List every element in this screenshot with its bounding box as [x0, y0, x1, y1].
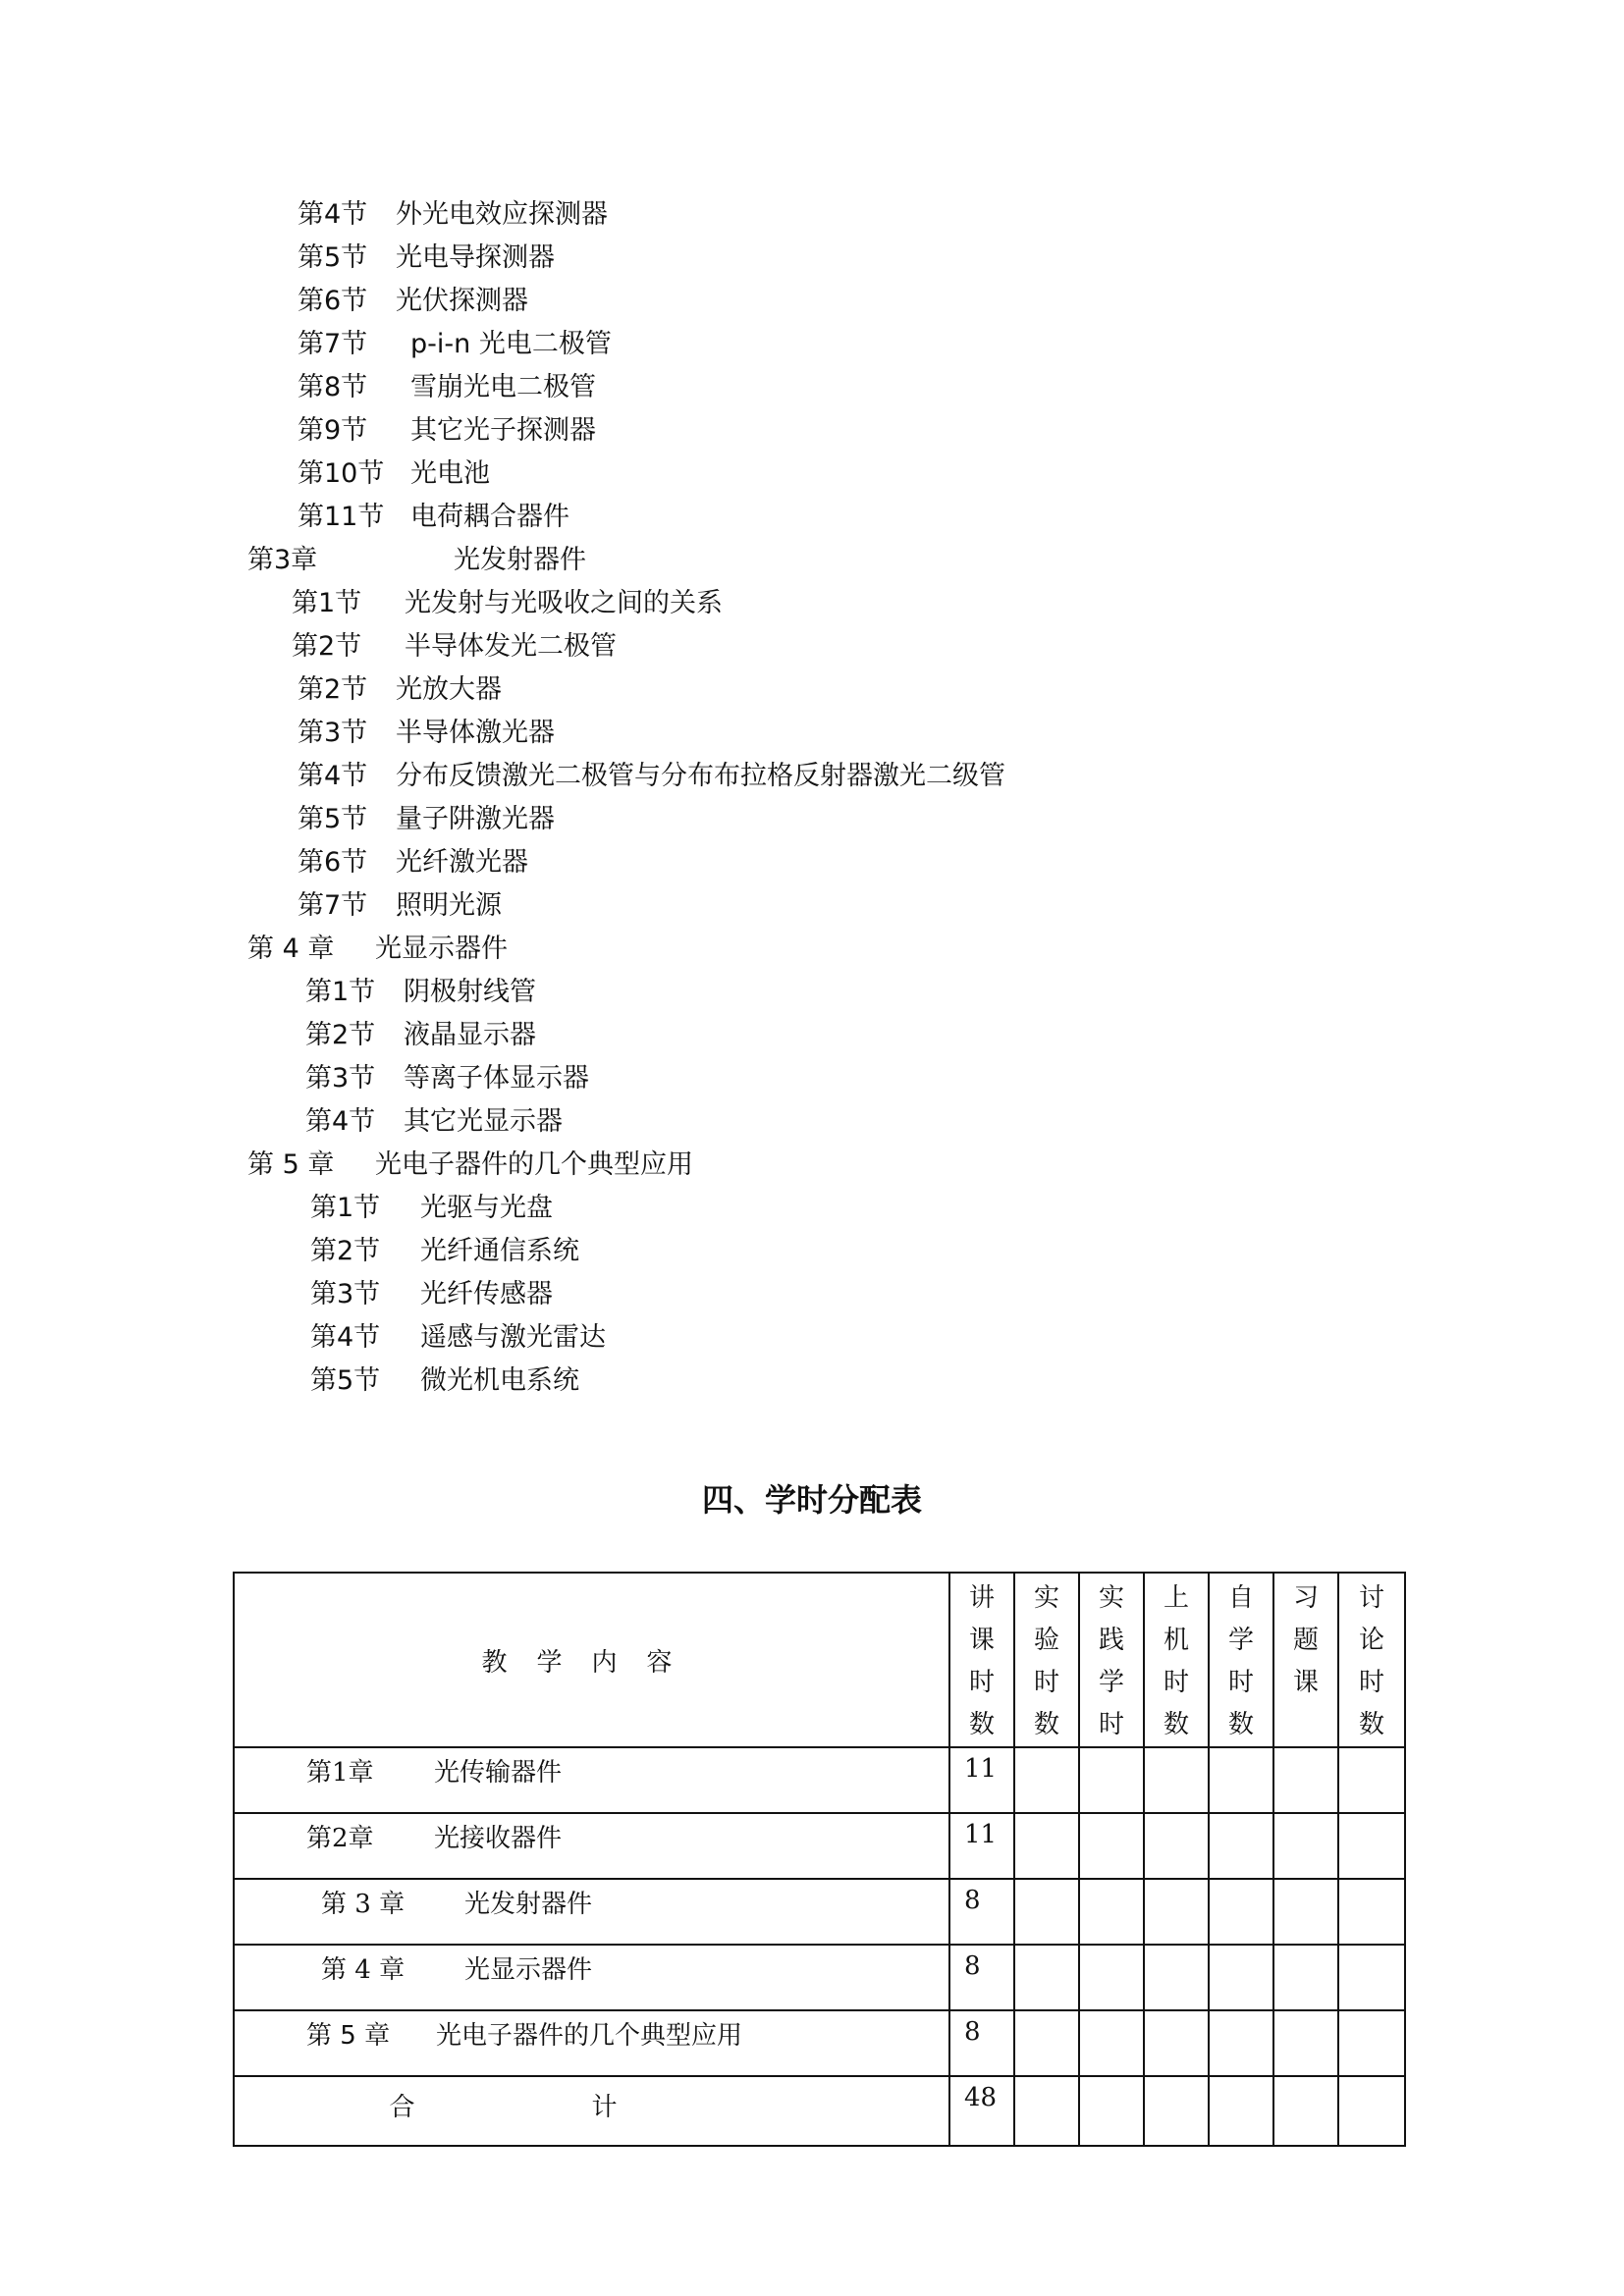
- toc-entry: 第5节 微光机电系统: [310, 1365, 579, 1396]
- column-header-computer-hours: 上 机 时 数: [1144, 1573, 1209, 1747]
- toc-entry: 第5节 量子阱激光器: [298, 804, 555, 834]
- toc-entry: 第3节 光纤传感器: [310, 1279, 553, 1309]
- toc-entry: 第7节 照明光源: [298, 890, 502, 921]
- toc-entry: 第6节 光伏探测器: [298, 286, 528, 316]
- toc-entry: 第1节 光发射与光吸收之间的关系: [292, 588, 723, 618]
- toc-chapter: 第 5 章 光电子器件的几个典型应用: [247, 1149, 693, 1180]
- content-column-header: 教学内容: [234, 1573, 949, 1747]
- column-header-lecture-hours: 讲 课 时 数: [949, 1573, 1014, 1747]
- toc-entry: 第2节 光放大器: [298, 674, 502, 705]
- total-lecture-hours: 48: [949, 2076, 1014, 2146]
- table-header-row: [234, 1573, 1405, 1747]
- row-lecture-hours: 8: [949, 1945, 1014, 2010]
- row-content: 第 3 章 光发射器件: [234, 1879, 949, 1945]
- column-header-exercise-class: 习 题 课: [1273, 1573, 1338, 1747]
- row-content: 第2章 光接收器件: [234, 1813, 949, 1879]
- toc-entry: 第11节 电荷耦合器件: [298, 502, 569, 532]
- row-content: 第1章 光传输器件: [234, 1747, 949, 1813]
- column-header-practice-hours: 实 践 学 时: [1079, 1573, 1144, 1747]
- toc-entry: 第2节 半导体发光二极管: [292, 631, 617, 662]
- toc-entry: 第8节 雪崩光电二极管: [298, 372, 596, 402]
- row-content: 第 5 章 光电子器件的几个典型应用: [234, 2010, 949, 2076]
- toc-entry: 第3节 半导体激光器: [298, 718, 555, 748]
- table-row: [234, 1879, 1405, 1945]
- toc-chapter: 第3章 光发射器件: [247, 545, 586, 575]
- table-row: [234, 1747, 1405, 1813]
- table-row: [234, 1813, 1405, 1879]
- toc-entry: 第4节 分布反馈激光二极管与分布布拉格反射器激光二级管: [298, 761, 1005, 791]
- toc-entry: 第10节 光电池: [298, 458, 490, 489]
- toc-entry: 第4节 遥感与激光雷达: [310, 1322, 606, 1353]
- column-header-self-study-hours: 自 学 时 数: [1209, 1573, 1273, 1747]
- table-row: [234, 1945, 1405, 2010]
- row-lecture-hours: 8: [949, 2010, 1014, 2076]
- row-lecture-hours: 11: [949, 1813, 1014, 1879]
- toc-entry: 第5节 光电导探测器: [298, 242, 555, 273]
- total-label: 合计: [234, 2076, 949, 2146]
- hours-allocation-table: [233, 1572, 1406, 2147]
- toc-entry: 第2节 液晶显示器: [305, 1020, 536, 1050]
- toc-entry: 第6节 光纤激光器: [298, 847, 528, 878]
- toc-chapter: 第 4 章 光显示器件: [247, 934, 508, 964]
- toc-entry: 第3节 等离子体显示器: [305, 1063, 589, 1094]
- row-lecture-hours: 11: [949, 1747, 1014, 1813]
- section-title: 四、学时分配表: [701, 1481, 922, 1519]
- toc-entry: 第2节 光纤通信系统: [310, 1236, 579, 1266]
- column-header-lab-hours: 实 验 时 数: [1014, 1573, 1079, 1747]
- column-header-discussion-hours: 讨 论 时 数: [1338, 1573, 1405, 1747]
- toc-entry: 第9节 其它光子探测器: [298, 415, 596, 446]
- table-total-row: [234, 2076, 1405, 2146]
- toc-entry: 第1节 光驱与光盘: [310, 1193, 553, 1223]
- toc-entry: 第7节 p-i-n 光电二极管: [298, 329, 612, 359]
- toc-entry: 第4节 其它光显示器: [305, 1106, 563, 1137]
- row-lecture-hours: 8: [949, 1879, 1014, 1945]
- row-content: 第 4 章 光显示器件: [234, 1945, 949, 2010]
- toc-entry: 第1节 阴极射线管: [305, 977, 536, 1007]
- table-row: [234, 2010, 1405, 2076]
- toc-entry: 第4节 外光电效应探测器: [298, 199, 608, 230]
